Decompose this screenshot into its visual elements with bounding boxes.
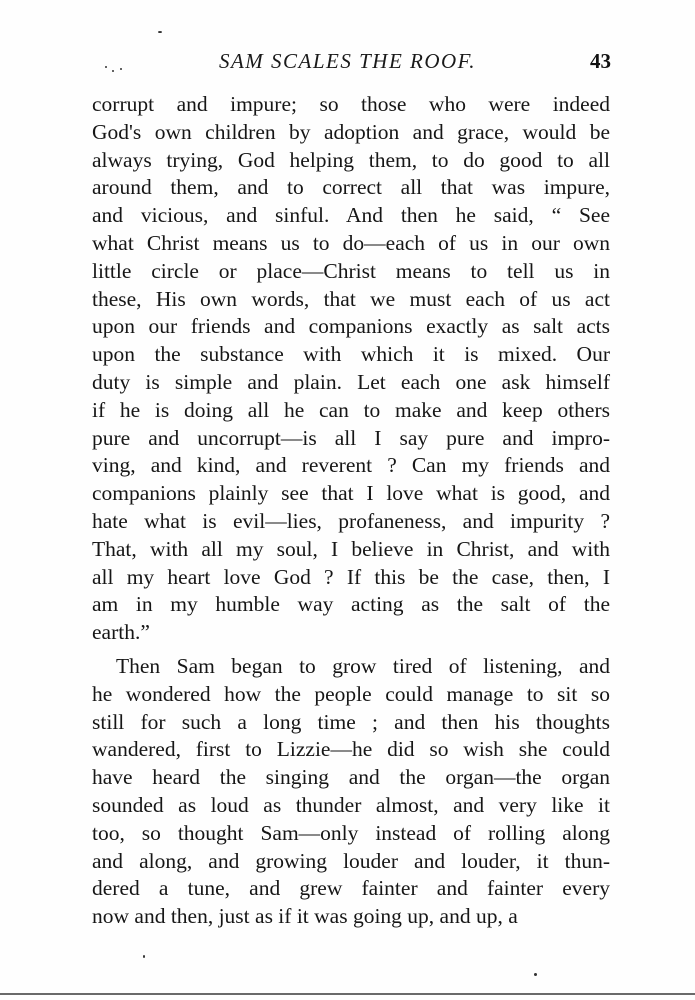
text-line: if he is doing all he can to make and keep others bbox=[92, 397, 610, 422]
text-line: sounded as loud as thunder almost, and very like it bbox=[92, 792, 610, 817]
scan-speck-mark bbox=[534, 973, 537, 976]
text-line: these, His own words, that we must each of us act bbox=[92, 286, 610, 311]
text-line: God's own children by adoption and grace, would be bbox=[92, 119, 610, 144]
text-line: upon our friends and companions exactly as salt acts bbox=[92, 314, 610, 339]
text-line: too, so thought Sam—only instead of rolling along bbox=[92, 820, 610, 845]
page-header bbox=[0, 46, 695, 76]
text-line: am in my humble way acting as the salt of the bbox=[92, 592, 610, 617]
scan-speck-mark bbox=[105, 66, 107, 68]
text-line: and along, and growing louder and louder, it thun- bbox=[92, 848, 610, 873]
text-line: he wondered how the people could manage to sit so bbox=[92, 681, 610, 706]
text-line: what Christ means us to do—each of us in our own bbox=[92, 230, 610, 255]
text-line: still for such a long time ; and then his thoughts bbox=[92, 709, 610, 734]
text-line: ving, and kind, and reverent ? Can my friends and bbox=[92, 453, 610, 478]
scan-speck-mark bbox=[112, 70, 114, 72]
text-line: around them, and to correct all that was impure, bbox=[92, 175, 610, 200]
text-line: pure and uncorrupt—is all I say pure and impro- bbox=[92, 425, 610, 450]
text-line: little circle or place—Christ means to tell us in bbox=[92, 258, 610, 283]
text-line: corrupt and impure; so those who were indeed bbox=[92, 92, 610, 116]
text-line: always trying, God helping them, to do good to all bbox=[92, 147, 610, 172]
text-line: dered a tune, and grew fainter and fainter every bbox=[92, 876, 610, 901]
text-line: wandered, first to Lizzie—he did so wish she could bbox=[92, 737, 610, 762]
text-line: hate what is evil—lies, profaneness, and impurity ? bbox=[92, 508, 610, 533]
text-line: companions plainly see that I love what is good, and bbox=[92, 481, 610, 506]
running-title: SAM SCALES THE ROOF. bbox=[218, 49, 477, 73]
text-line: duty is simple and plain. Let each one ask himself bbox=[92, 369, 610, 394]
paragraph bbox=[92, 653, 610, 931]
text-line: and vicious, and sinful. And then he said, “ See bbox=[92, 203, 610, 228]
scan-speck-mark bbox=[158, 31, 162, 33]
page-edge-rule bbox=[0, 993, 695, 995]
text-line: now and then, just as if it was going up, and up, a bbox=[92, 904, 518, 929]
text-line: upon the substance with which it is mixed. Our bbox=[92, 342, 610, 367]
text-line: all my heart love God ? If this be the case, then, I bbox=[92, 564, 610, 589]
text-line: That, with all my soul, I believe in Christ, and with bbox=[92, 536, 610, 561]
paragraph bbox=[92, 91, 610, 647]
text-line: have heard the singing and the organ—the organ bbox=[92, 765, 610, 790]
scan-speck-mark bbox=[143, 955, 145, 958]
text-line: Then Sam began to grow tired of listening, and bbox=[116, 653, 610, 678]
text-line: earth.” bbox=[92, 620, 150, 645]
page-number: 43 bbox=[590, 49, 611, 73]
scan-speck-mark bbox=[120, 68, 122, 70]
body-text bbox=[92, 91, 610, 931]
